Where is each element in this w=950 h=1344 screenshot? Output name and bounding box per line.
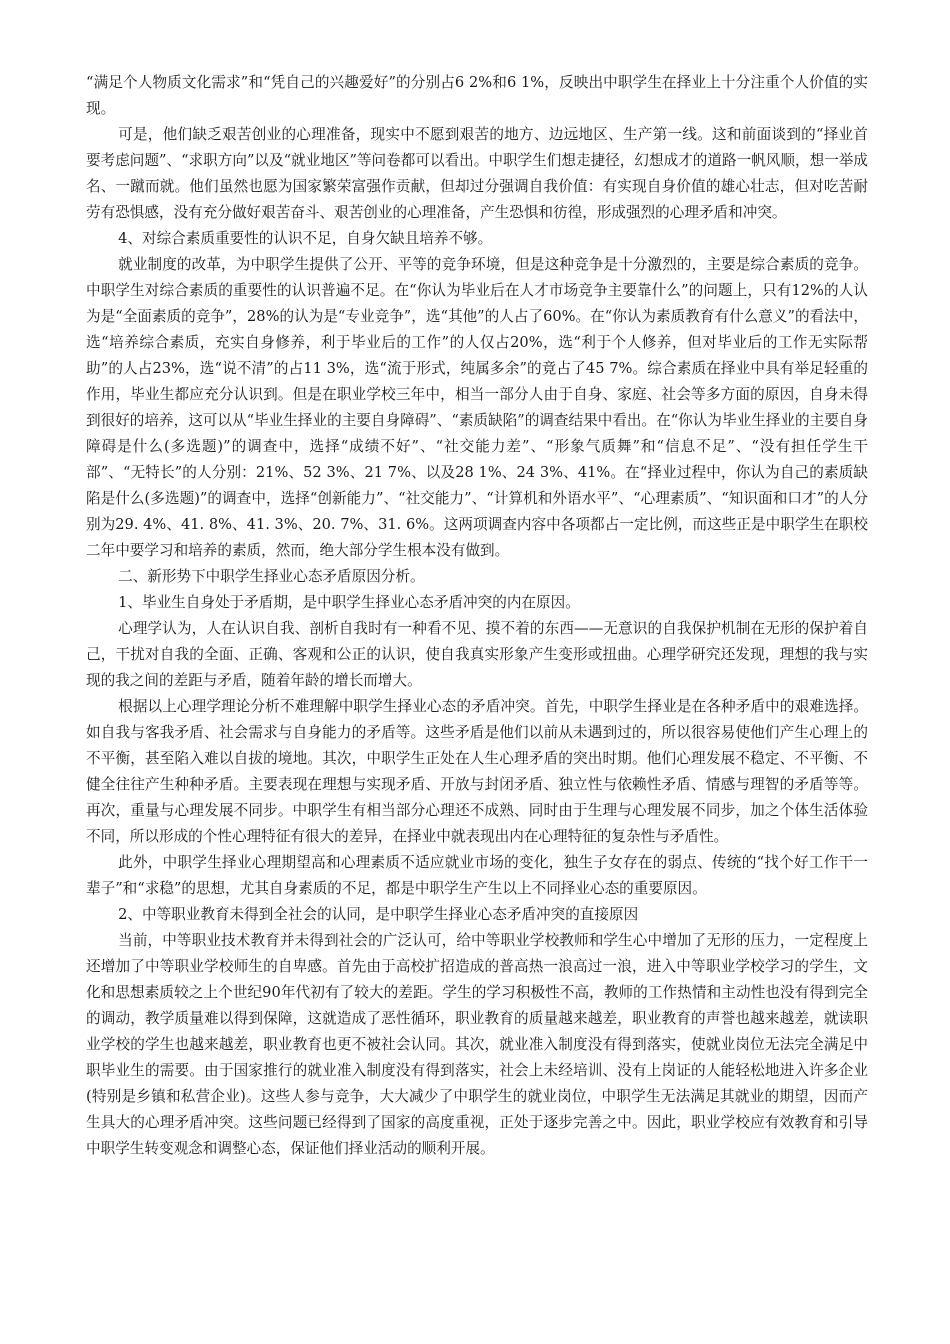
subsection-heading-1: 1、毕业生自身处于矛盾期，是中职学生择业心态矛盾冲突的内在原因。: [118, 594, 580, 611]
subsection-heading-2: 2、中等职业教育未得到全社会的认同，是中职学生择业心态矛盾冲突的直接原因: [118, 906, 639, 923]
paragraph: 此外，中职学生择业心理期望高和心理素质不适应就业市场的变化，独生子女存在的弱点、传统的“找个好工作干一辈子”和“求稳”的思想，尤其自身素质的不足，都是中职学生产生以上不同择业心态的重要原因。: [86, 854, 868, 897]
paragraph-continuation: “满足个人物质文化需求”和“凭自己的兴趣爱好”的分别占6 2%和6 1%，反映出中职学生在择业上十分注重个人价值的实现。: [86, 74, 868, 117]
paragraph: 心理学认为，人在认识自我、剖析自我时有一种看不见、摸不着的东西——无意识的自我保护机制在无形的保护着自己，干扰对自我的全面、正确、客观和公正的认识，使自我真实形象产生变形或扭曲。心理学研究还发现，理想的我与实现的我之间的差距与矛盾，随着年龄的增长而增大。: [86, 620, 868, 689]
section-heading-4: 4、对综合素质重要性的认识不足，自身欠缺且培养不够。: [118, 230, 493, 247]
paragraph: 就业制度的改革，为中职学生提供了公开、平等的竞争环境，但是这种竞争是十分激烈的，主要是综合素质的竞争。中职学生对综合素质的重要性的认识普遍不足。在“你认为毕业后在人才市场竞争主要靠什么”的问题上，只有12%的人认为是“全面素质的竞争”，28%的认为是“专业竞争”，选“其他”的人占了60%。在“你认为素质教育有什么意义”的看法中，选“培养综合素质，充实自身修养，利于毕业后的工作”的人仅占20%，选“利于个人修养，但对毕业后的工作无实际帮助”的人占23%，选“说不清”的占11 3%，选“流于形式，纯属多余”的竟占了45 7%。综合素质在择业中具有举足轻重的作用，毕业生都应充分认识到。但是在职业学校三年中，相当一部分人由于自身、家庭、社会等多方面的原因，自身未得到很好的培养，这可以从“毕业生择业的主要自身障碍”、“素质缺陷”的调查结果中看出。在“你认为毕业生择业的主要自身障碍是什么(多选题)”的调查中，选择“成绩不好”、“社交能力差”、“形象气质舞”和“信息不足”、“没有担任学生干部”、“无特长”的人分别：21%、52 3%、21 7%、以及28 1%、24 3%、41%。在“择业过程中，你认为自己的素质缺陷是什么(多选题)”的调查中，选择“创新能力”、“社交能力”、“计算机和外语水平”、“心理素质”、“知识面和口才”的人分别为29. 4%、41. 8%、41. 3%、20. 7%、31. 6%。这两项调查内容中各项都占一定比例，而这些正是中职学生在职校二年中要学习和培养的素质，然而，绝大部分学生根本没有做到。: [86, 256, 868, 559]
paragraph: 可是，他们缺乏艰苦创业的心理准备，现实中不愿到艰苦的地方、边远地区、生产第一线。这和前面谈到的“择业首要考虑问题”、“求职方向”以及“就业地区”等问卷都可以看出。中职学生们想走捷径，幻想成才的道路一帆风顺，想一举成名、一蹴而就。他们虽然也愿为国家繁荣富强作贡献，但却过分强调自我价值：有实现自身价值的雄心壮志，但对吃苦耐劳有恐惧感，没有充分做好艰苦奋斗、艰苦创业的心理准备，产生恐惧和彷徨，形成强烈的心理矛盾和冲突。: [86, 126, 868, 221]
paragraph: 当前，中等职业技术教育并未得到社会的广泛认可，给中等职业学校教师和学生心中增加了无形的压力，一定程度上还增加了中等职业学校师生的自卑感。首先由于高校扩招造成的普高热一浪高过一浪，进入中等职业学校学习的学生，文化和思想素质较之上个世纪90年代初有了较大的差距。学生的学习积极性不高，教师的工作热情和主动性也没有得到完全的调动，教学质量难以得到保障，这就造成了恶性循环，职业教育的质量越来越差，职业教育的声誉也越来越差，就读职业学校的学生也越来越差，职业教育也更不被社会认同。其次，就业准入制度没有得到落实，使就业岗位无法完全满足中职毕业生的需要。由于国家推行的就业准入制度没有得到落实，社会上未经培训、没有上岗证的人能轻松地进入许多企业(特别是乡镇和私营企业)。这些人参与竞争，大大减少了中职学生的就业岗位，中职学生无法满足其就业的期望，因而产生具大的心理矛盾冲突。这些问题已经得到了国家的高度重视，正处于逐步完善之中。因此，职业学校应有效教育和引导中职学生转变观念和调整心态，保证他们择业活动的顺利开展。: [86, 932, 868, 1157]
section-heading-2: 二、新形势下中职学生择业心态矛盾原因分析。: [118, 568, 425, 585]
body-text: [86, 70, 868, 1162]
paragraph: 根据以上心理学理论分析不难理解中职学生择业心态的矛盾冲突。首先，中职学生择业是在各种矛盾中的艰难选择。如自我与客我矛盾、社会需求与自身能力的矛盾等。这些矛盾是他们以前从未遇到过的，所以很容易使他们产生心理上的不平衡，甚至陷入难以自拔的境地。其次，中职学生正处在人生心理矛盾的突出时期。他们心理发展不稳定、不平衡、不健全往往产生种种矛盾。主要表现在理想与实现矛盾、开放与封闭矛盾、独立性与依赖性矛盾、情感与理智的矛盾等等。再次，重量与心理发展不同步。中职学生有相当部分心理还不成熟、同时由于生理与心理发展不同步，加之个体生活体验不同，所以形成的个性心理特征有很大的差异，在择业中就表现出内在心理特征的复杂性与矛盾性。: [86, 698, 868, 845]
